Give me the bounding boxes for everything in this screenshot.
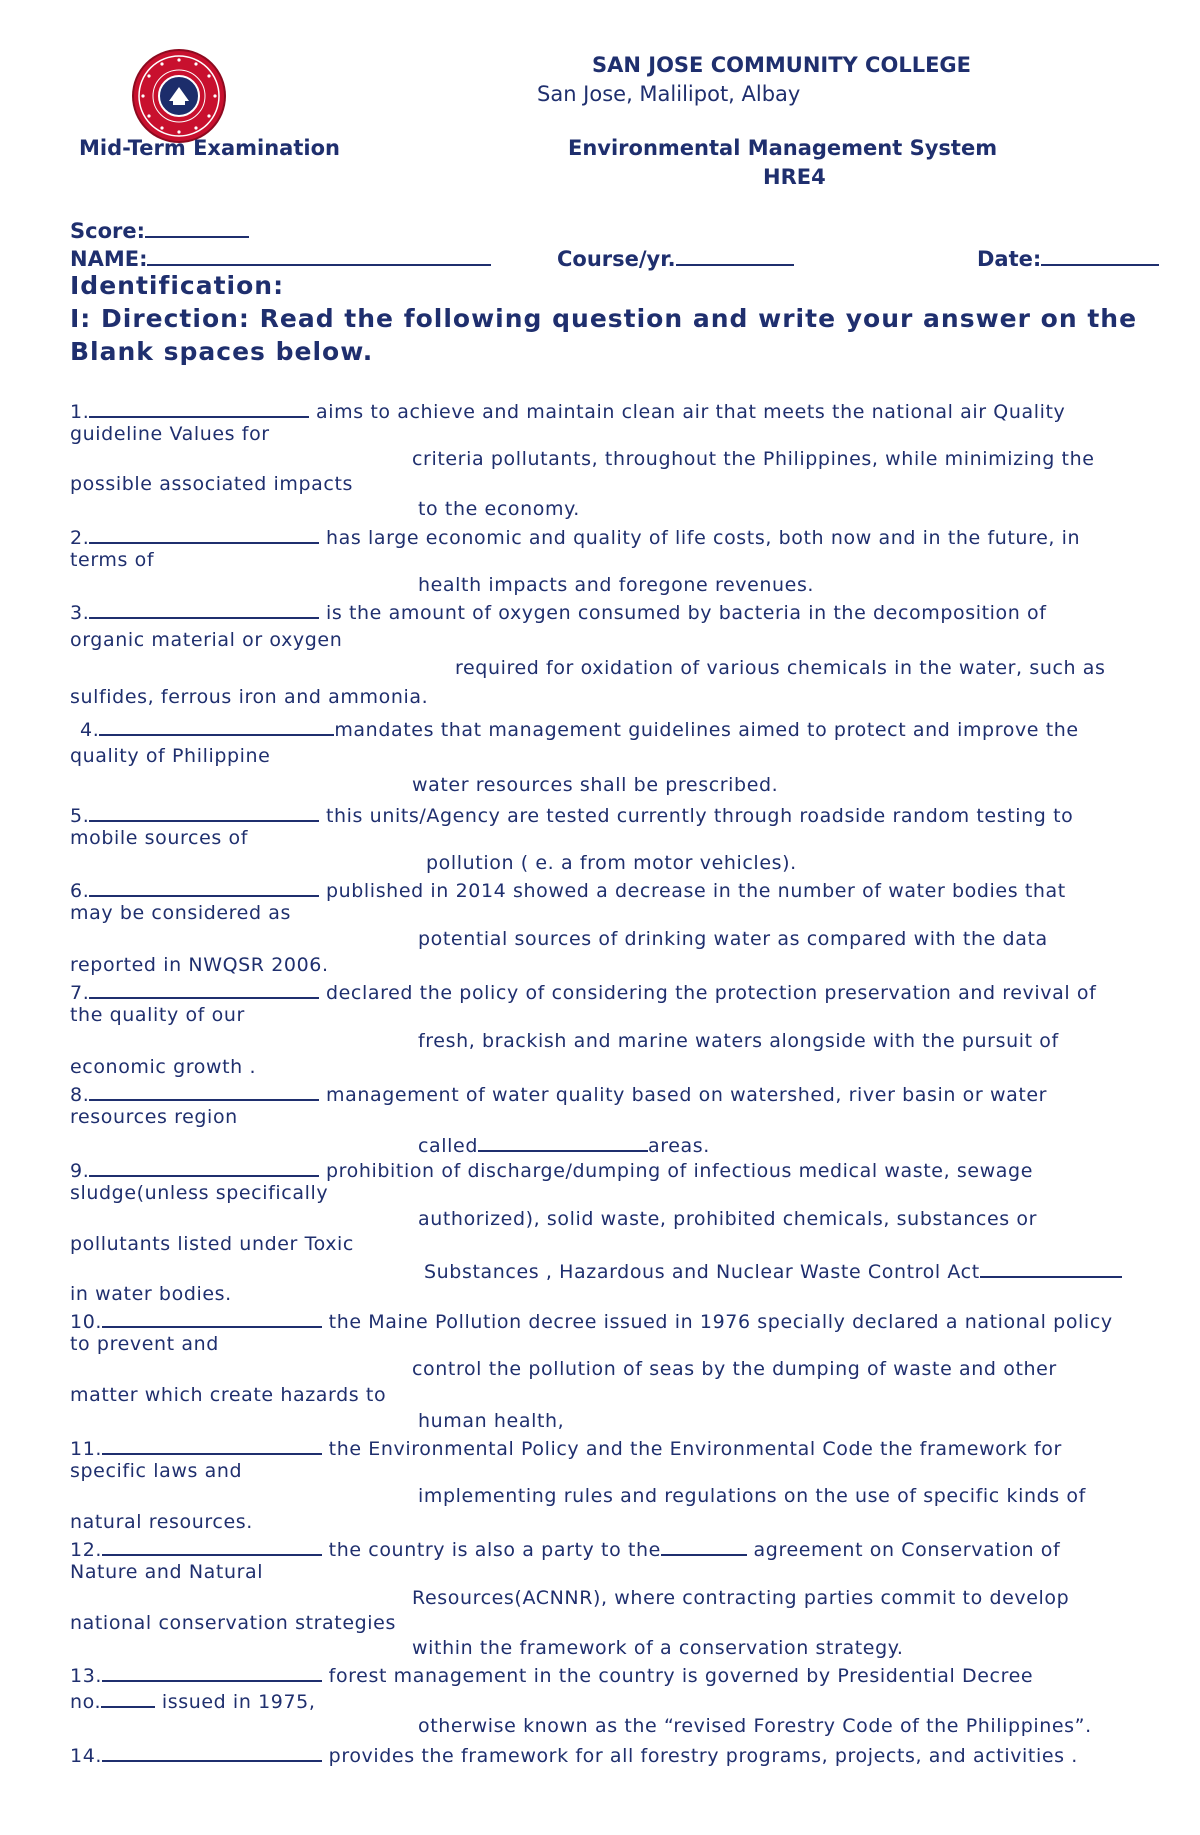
question-text: health impacts and foregone revenues. — [418, 574, 815, 596]
question-line — [70, 398, 1065, 423]
question-continuation — [70, 1561, 263, 1583]
question-continuation — [412, 1587, 1069, 1609]
question-line — [80, 716, 1079, 741]
question-continuation — [70, 686, 428, 708]
question-number: 10. — [70, 1311, 103, 1333]
question-text: mobile sources of — [70, 827, 249, 849]
college-name: SAN JOSE COMMUNITY COLLEGE — [592, 53, 972, 77]
question-text: Substances , Hazardous and Nuclear Waste Control Act — [424, 1261, 980, 1283]
question-text: prohibition of discharge/dumping of infectious medical waste, sewage — [319, 1160, 1033, 1182]
question-text: may be considered as — [70, 902, 291, 924]
question-text: reported in NWQSR 2006. — [70, 954, 329, 976]
question-line — [70, 1662, 1033, 1687]
question-continuation — [70, 549, 154, 571]
question-continuation — [70, 1106, 238, 1128]
question-continuation — [70, 1688, 316, 1713]
question-continuation — [412, 448, 1095, 470]
question-continuation — [70, 473, 353, 495]
answer-blank[interactable] — [89, 979, 319, 999]
question-text: is the amount of oxygen consumed by bacteria in the decomposition of — [319, 602, 1047, 624]
question-text: called — [418, 1135, 478, 1157]
question-continuation — [70, 1182, 328, 1204]
question-continuation — [70, 1384, 386, 1406]
question-text: terms of — [70, 549, 155, 571]
question-text: no. — [70, 1691, 102, 1713]
question-text: natural resources. — [70, 1511, 253, 1533]
question-continuation — [70, 1612, 396, 1634]
question-text: national conservation strategies — [70, 1612, 396, 1634]
college-address: San Jose, Malilipot, Albay — [537, 82, 801, 106]
question-line — [70, 1308, 1113, 1333]
answer-blank[interactable] — [102, 1662, 322, 1682]
question-continuation — [70, 1283, 232, 1305]
college-seal-logo — [134, 51, 224, 141]
question-number: 3. — [70, 602, 90, 624]
question-continuation — [70, 629, 342, 651]
answer-blank[interactable] — [89, 802, 319, 822]
question-text: water resources shall be prescribed. — [412, 774, 779, 796]
score-label: Score: — [70, 219, 145, 243]
question-text-tail: issued in 1975, — [155, 1691, 316, 1713]
question-text: has large economic and quality of life costs, both now and in the future, in — [319, 527, 1081, 549]
question-line — [70, 1435, 1062, 1460]
question-text: the Environmental Policy and the Environmental Code the framework for — [322, 1438, 1062, 1460]
question-continuation — [70, 1511, 253, 1533]
question-text-tail: agreement on Conservation of — [746, 1539, 1061, 1561]
subject-code: HRE4 — [763, 165, 826, 189]
seal-ring-icon — [134, 51, 224, 141]
question-continuation — [418, 928, 1048, 950]
answer-blank[interactable] — [89, 599, 319, 619]
score-field — [70, 218, 249, 243]
question-continuation — [70, 954, 329, 976]
question-continuation — [70, 1056, 256, 1078]
subject-title: Environmental Management System — [568, 136, 998, 160]
question-text: authorized), solid waste, prohibited chemicals, substances or — [418, 1208, 1038, 1230]
question-continuation — [418, 1030, 1059, 1052]
question-number: 12. — [70, 1539, 103, 1561]
name-label: NAME: — [70, 247, 148, 271]
question-continuation — [418, 1715, 1092, 1737]
question-text: to the economy. — [418, 498, 580, 520]
inline-answer-blank[interactable] — [661, 1536, 747, 1556]
answer-blank[interactable] — [89, 398, 309, 418]
question-text-tail: areas. — [648, 1135, 710, 1157]
question-text: potential sources of drinking water as compared with the data — [418, 928, 1048, 950]
question-text: in water bodies. — [70, 1283, 232, 1305]
question-continuation — [70, 745, 270, 767]
question-continuation — [418, 1208, 1037, 1230]
question-continuation — [418, 1410, 564, 1432]
question-text: required for oxidation of various chemicals in the water, such as — [455, 657, 1106, 679]
question-text: criteria pollutants, throughout the Philippines, while minimizing the — [412, 448, 1095, 470]
direction-line-2: Blank spaces below. — [70, 337, 374, 366]
question-text: specific laws and — [70, 1460, 243, 1482]
section-title: Identification: — [70, 271, 285, 300]
question-text: published in 2014 showed a decrease in the number of water bodies that — [319, 880, 1066, 902]
question-continuation — [424, 1258, 1122, 1283]
question-text: forest management in the country is governed by Presidential Decree — [322, 1665, 1034, 1687]
date-label: Date: — [977, 247, 1042, 271]
question-text: this units/Agency are tested currently through roadside random testing to — [319, 805, 1074, 827]
question-text: aims to achieve and maintain clean air that meets the national air Quality — [309, 401, 1066, 423]
question-continuation — [412, 774, 778, 796]
course-field — [557, 246, 794, 271]
exam-title: Mid-Term Examination — [79, 136, 340, 160]
question-text: within the framework of a conservation strategy. — [412, 1637, 904, 1659]
question-line — [70, 979, 1096, 1004]
answer-blank[interactable] — [89, 524, 319, 544]
question-line — [70, 802, 1073, 827]
question-text: pollutants listed under Toxic — [70, 1233, 354, 1255]
question-text: quality of Philippine — [70, 745, 271, 767]
question-continuation — [426, 852, 797, 874]
course-blank[interactable] — [676, 246, 794, 266]
question-number: 14. — [70, 1745, 103, 1767]
question-continuation — [70, 423, 270, 445]
question-text: declared the policy of considering the protection preservation and revival of — [319, 982, 1097, 1004]
direction-line-1: I: Direction: Read the following question and write your answer on the — [70, 304, 1138, 333]
question-continuation — [70, 827, 248, 849]
question-line — [70, 877, 1066, 902]
question-text: implementing rules and regulations on the use of specific kinds of — [418, 1485, 1086, 1507]
question-line — [70, 1536, 1060, 1561]
question-text: pollution ( e. a from motor vehicles). — [426, 852, 797, 874]
question-text: the quality of our — [70, 1004, 245, 1026]
inline-answer-blank[interactable] — [478, 1132, 648, 1152]
question-number: 5. — [70, 805, 90, 827]
course-label: Course/yr. — [557, 247, 676, 271]
answer-blank[interactable] — [102, 1536, 322, 1556]
question-line — [70, 1157, 1033, 1182]
question-continuation — [70, 902, 291, 924]
question-text: otherwise known as the “revised Forestry Code of the Philippines”. — [418, 1715, 1092, 1737]
question-continuation — [70, 1460, 242, 1482]
question-text: fresh, brackish and marine waters alongside with the pursuit of — [418, 1030, 1059, 1052]
question-number: 8. — [70, 1084, 90, 1106]
answer-blank[interactable] — [99, 716, 334, 736]
question-continuation — [70, 1004, 245, 1026]
question-text: control the pollution of seas by the dumping of waste and other — [412, 1358, 1057, 1380]
question-continuation — [412, 1637, 904, 1659]
question-line — [70, 1081, 1047, 1106]
answer-blank[interactable] — [102, 1308, 322, 1328]
question-continuation — [418, 574, 814, 596]
question-number: 6. — [70, 880, 90, 902]
name-blank[interactable] — [147, 246, 491, 266]
question-text: management of water quality based on watershed, river basin or water — [319, 1084, 1048, 1106]
question-text: matter which create hazards to — [70, 1384, 387, 1406]
question-text: sulfides, ferrous iron and ammonia. — [70, 686, 429, 708]
question-text: organic material or oxygen — [70, 629, 343, 651]
question-continuation — [70, 1233, 354, 1255]
question-text: resources region — [70, 1106, 238, 1128]
question-line — [70, 524, 1080, 549]
inline-answer-blank[interactable] — [980, 1258, 1122, 1278]
question-text: possible associated impacts — [70, 473, 353, 495]
question-text: sludge(unless specifically — [70, 1182, 329, 1204]
question-text: human health, — [418, 1410, 565, 1432]
question-continuation — [418, 498, 580, 520]
question-number: 9. — [70, 1160, 90, 1182]
answer-blank[interactable] — [102, 1742, 322, 1762]
question-text: Resources(ACNNR), where contracting parties commit to develop — [412, 1587, 1070, 1609]
name-field — [70, 246, 491, 271]
question-continuation — [70, 1333, 219, 1355]
answer-blank[interactable] — [102, 1435, 322, 1455]
question-text: the Maine Pollution decree issued in 1976 specially declared a national policy — [322, 1311, 1113, 1333]
question-text: economic growth . — [70, 1056, 257, 1078]
inline-answer-blank[interactable] — [101, 1688, 155, 1708]
answer-blank[interactable] — [89, 1157, 319, 1177]
date-field — [977, 246, 1159, 271]
question-number: 7. — [70, 982, 90, 1004]
question-continuation — [418, 1485, 1086, 1507]
question-text: mandates that management guidelines aimed to protect and improve the — [334, 719, 1079, 741]
question-continuation — [418, 1132, 710, 1157]
question-text: guideline Values for — [70, 423, 270, 445]
question-text: provides the framework for all forestry programs, projects, and activities . — [322, 1745, 1078, 1767]
question-number: 13. — [70, 1665, 103, 1687]
answer-blank[interactable] — [89, 1081, 319, 1101]
question-number: 2. — [70, 527, 90, 549]
question-text: Nature and Natural — [70, 1561, 264, 1583]
date-blank[interactable] — [1041, 246, 1159, 266]
question-text: to prevent and — [70, 1333, 219, 1355]
question-number: 1. — [70, 401, 90, 423]
question-number: 11. — [70, 1438, 103, 1460]
question-text: the country is also a party to the — [322, 1539, 661, 1561]
question-number: 4. — [80, 719, 100, 741]
question-continuation — [455, 657, 1106, 679]
question-line — [70, 1742, 1078, 1767]
answer-blank[interactable] — [89, 877, 319, 897]
question-continuation — [412, 1358, 1057, 1380]
question-line — [70, 599, 1047, 624]
score-blank[interactable] — [145, 218, 249, 238]
